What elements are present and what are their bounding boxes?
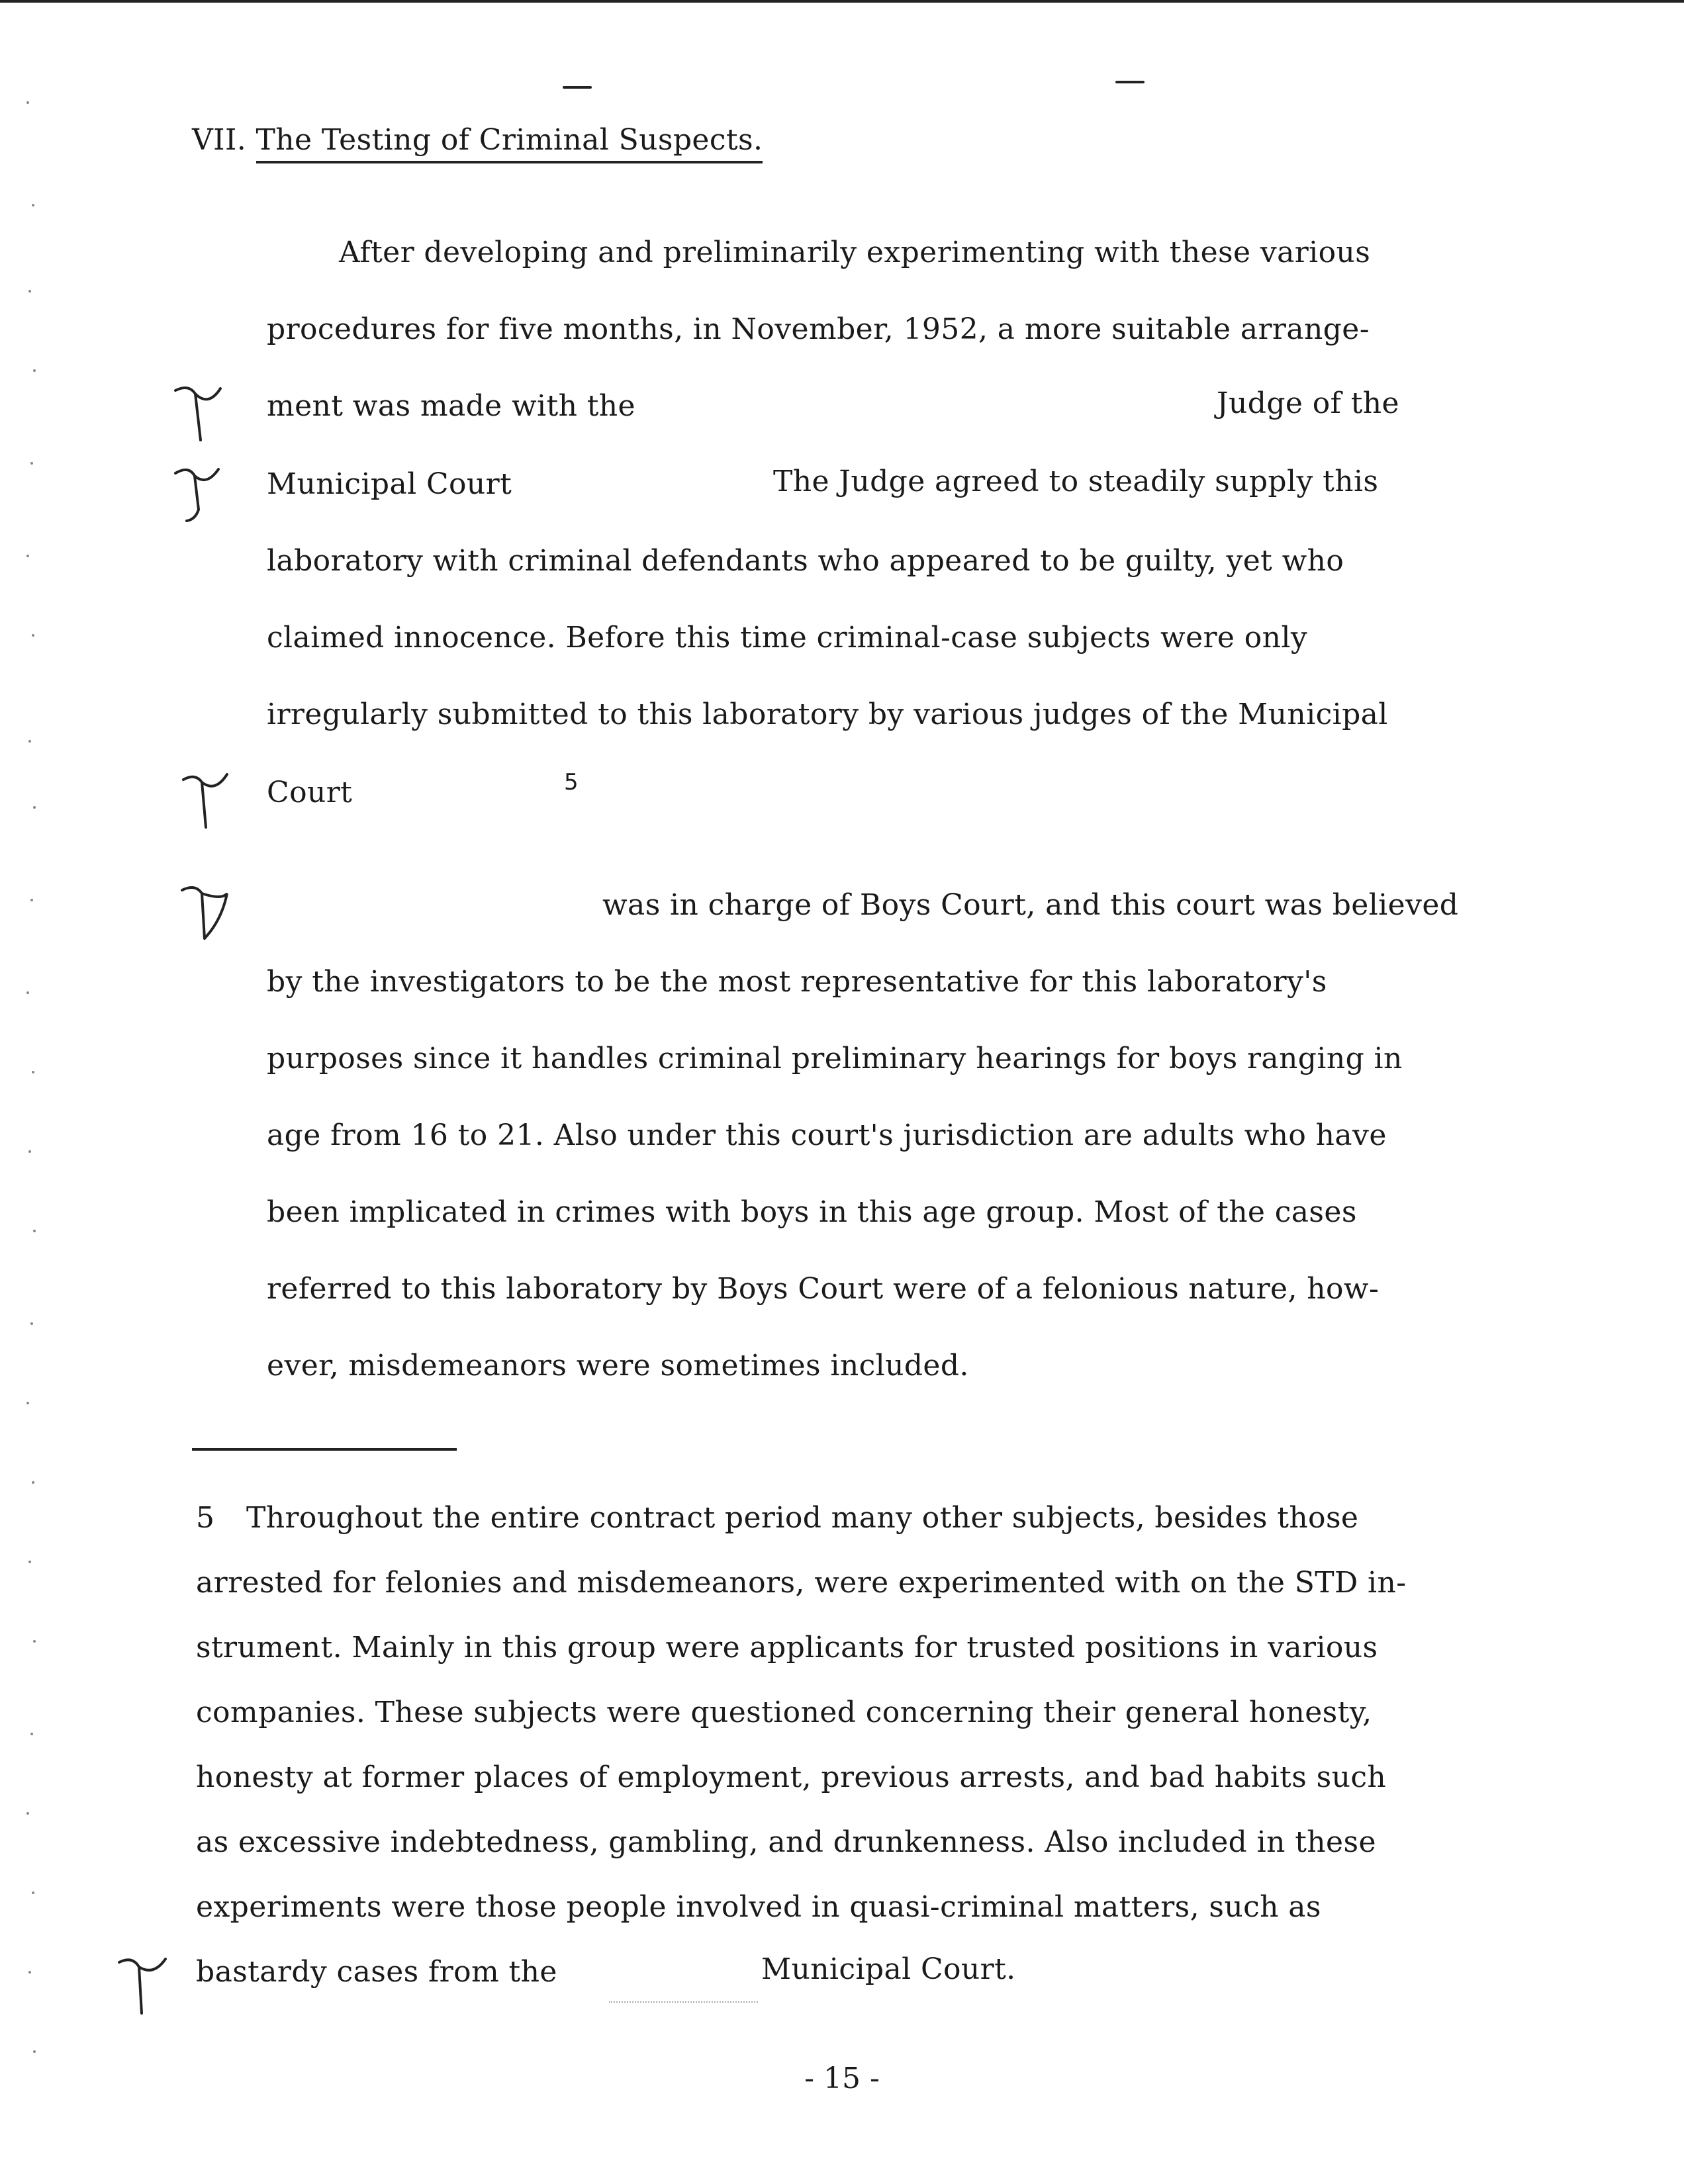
- footnote-line: as excessive indebtedness, gambling, and drunkenness. Also included in these: [196, 1825, 1376, 1859]
- footnote-number: 5: [196, 1501, 215, 1535]
- footnote-line: arrested for felonies and misdemeanors, were experimented with on the STD in-: [196, 1566, 1407, 1600]
- body-line: Municipal Court: [267, 467, 512, 501]
- footnote-line: honesty at former places of employment, previous arrests, and bad habits such: [196, 1760, 1387, 1794]
- body-line: ever, misdemeanors were sometimes included.: [267, 1349, 969, 1383]
- footnote-line: bastardy cases from the: [196, 1955, 557, 1989]
- page-number: - 15 -: [804, 2062, 880, 2095]
- page-top-rule: [0, 0, 1684, 3]
- body-line: irregularly submitted to this laboratory by various judges of the Municipal: [267, 698, 1388, 731]
- section-number: VII.: [192, 123, 247, 157]
- body-line: The Judge agreed to steadily supply this: [773, 465, 1379, 498]
- section-heading: [192, 123, 763, 157]
- scan-tick-mark: [1115, 81, 1145, 83]
- body-line: was in charge of Boys Court, and this court was believed: [602, 888, 1459, 922]
- body-line: procedures for five months, in November, 1952, a more suitable arrange-: [267, 312, 1370, 346]
- footnote-reference: 5: [564, 769, 579, 796]
- footnote-separator: [192, 1448, 457, 1451]
- body-line: ment was made with the: [267, 389, 635, 423]
- footnote-line: companies. These subjects were questioned concerning their general honesty,: [196, 1696, 1372, 1729]
- body-line: by the investigators to be the most representative for this laboratory's: [267, 965, 1327, 999]
- handwritten-check-mark: [175, 768, 235, 834]
- footnote-line: Throughout the entire contract period many other subjects, besides those: [246, 1501, 1359, 1535]
- section-title: The Testing of Criminal Suspects.: [256, 123, 763, 163]
- body-line: been implicated in crimes with boys in this age group. Most of the cases: [267, 1195, 1357, 1229]
- body-line: Judge of the: [1217, 387, 1399, 420]
- footnote-line: strument. Mainly in this group were applicants for trusted positions in various: [196, 1631, 1378, 1664]
- body-line: After developing and preliminarily experimenting with these various: [339, 236, 1371, 269]
- body-line: claimed innocence. Before this time criminal-case subjects were only: [267, 621, 1308, 655]
- body-line: laboratory with criminal defendants who appeared to be guilty, yet who: [267, 544, 1344, 578]
- body-line: referred to this laboratory by Boys Court were of a felonious nature, how-: [267, 1272, 1380, 1306]
- footnote-line: experiments were those people involved in quasi-criminal matters, such as: [196, 1890, 1321, 1924]
- handwritten-check-mark: [169, 381, 228, 447]
- handwritten-check-mark: [165, 460, 225, 526]
- body-line: purposes since it handles criminal preliminary hearings for boys ranging in: [267, 1042, 1403, 1075]
- scan-margin-specks: [20, 93, 53, 2144]
- body-line: age from 16 to 21. Also under this court's jurisdiction are adults who have: [267, 1118, 1387, 1152]
- scan-tick-mark: [563, 86, 592, 89]
- footnote-line: Municipal Court.: [761, 1952, 1016, 1986]
- redaction-blank-line: [609, 2001, 758, 2003]
- handwritten-check-mark: [113, 1952, 172, 2019]
- body-line: Court: [267, 776, 353, 809]
- handwritten-check-mark: [175, 880, 235, 946]
